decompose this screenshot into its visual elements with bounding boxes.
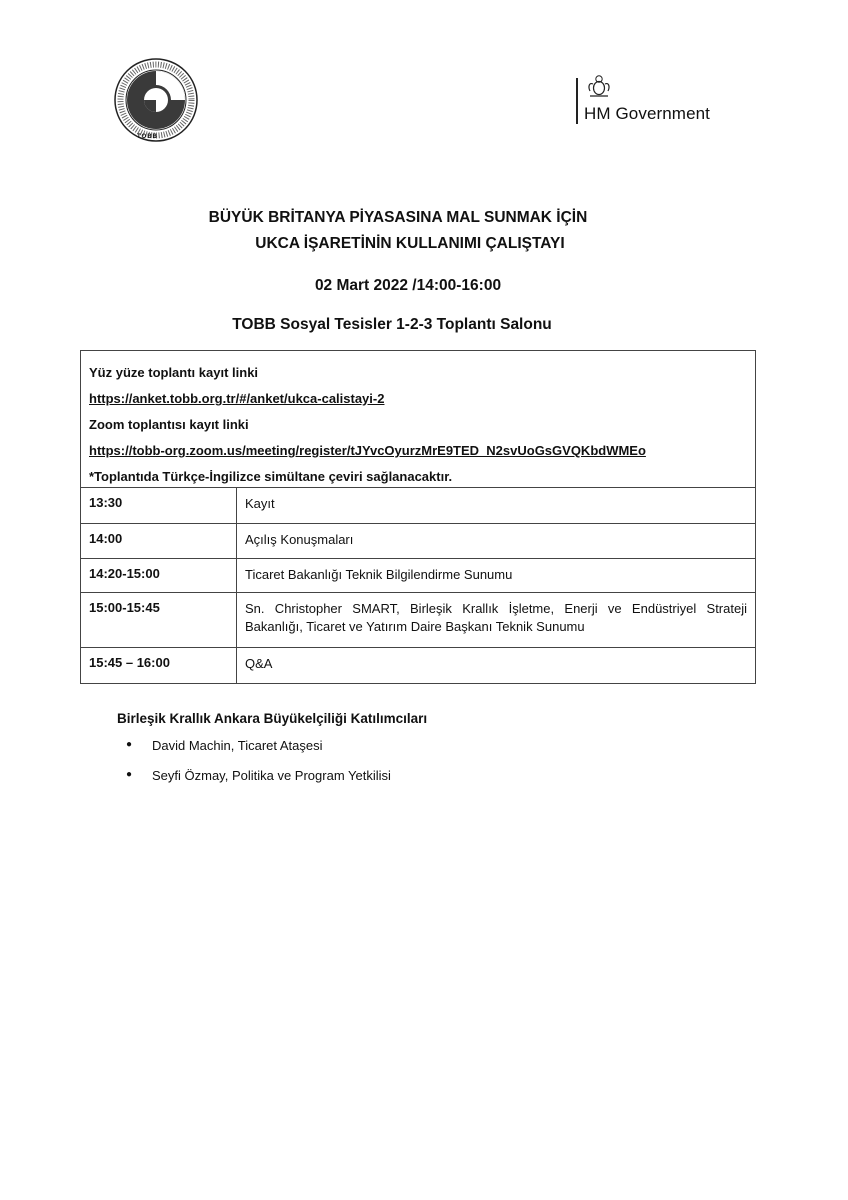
agenda-time: 15:45 – 16:00 — [81, 648, 237, 684]
agenda-item: Kayıt — [237, 488, 756, 524]
document-title-line-1: BÜYÜK BRİTANYA PİYASASINA MAL SUNMAK İÇİN — [208, 209, 588, 226]
participant-name: Seyfi Özmay, Politika ve Program Yetkilisi — [152, 768, 391, 783]
bullet-icon: ● — [126, 739, 133, 750]
in-person-registration-label: Yüz yüze toplantı kayıt linki — [89, 365, 259, 380]
agenda-item: Açılış Konuşmaları — [237, 524, 756, 559]
table-row — [81, 593, 756, 648]
zoom-registration-label: Zoom toplantısı kayıt linki — [89, 417, 249, 432]
embassy-participants-list — [126, 738, 391, 798]
registration-agenda-box — [80, 350, 756, 684]
embassy-participants-title: Birleşik Krallık Ankara Büyükelçiliği Katılımcıları — [117, 711, 428, 726]
table-row — [81, 648, 756, 684]
zoom-registration-link[interactable]: https://tobb-org.zoom.us/meeting/register/tJYvcOyurzMrE9TED_N2svUoGsGVQKbdWMEo — [89, 443, 646, 458]
tobb-logo-label: TOBB — [137, 134, 158, 140]
event-venue: TOBB Sosyal Tesisler 1-2-3 Toplantı Salonu — [232, 316, 552, 333]
agenda-table — [80, 487, 756, 684]
document-title-line-2: UKCA İŞARETİNİN KULLANIMI ÇALIŞTAYI — [255, 235, 565, 252]
tobb-emblem-icon — [113, 57, 199, 143]
list-item — [126, 738, 391, 768]
royal-crest-icon — [586, 74, 612, 98]
agenda-time: 15:00-15:45 — [81, 593, 237, 648]
table-row — [81, 524, 756, 559]
agenda-time: 14:00 — [81, 524, 237, 559]
event-date: 02 Mart 2022 /14:00-16:00 — [314, 277, 502, 294]
table-row — [81, 488, 756, 524]
agenda-item: Sn. Christopher SMART, Birleşik Krallık İşletme, Enerji ve Endüstriyel Strateji Bakanlığı, Ticaret ve Yatırım Daire Başkanı Teknik Sunumu — [237, 593, 756, 648]
table-row — [81, 559, 756, 593]
logo-divider — [576, 78, 578, 124]
agenda-time: 13:30 — [81, 488, 237, 524]
bullet-icon: ● — [126, 769, 133, 780]
in-person-registration-link[interactable]: https://anket.tobb.org.tr/#/anket/ukca-calistayi-2 — [89, 391, 385, 406]
participant-name: David Machin, Ticaret Ataşesi — [152, 738, 323, 753]
translation-note: *Toplantıda Türkçe-İngilizce simültane çeviri sağlanacaktır. — [89, 469, 453, 484]
agenda-time: 14:20-15:00 — [81, 559, 237, 593]
hm-government-text: HM Government — [584, 104, 711, 123]
agenda-item: Q&A — [237, 648, 756, 684]
list-item — [126, 768, 391, 798]
agenda-item: Ticaret Bakanlığı Teknik Bilgilendirme Sunumu — [237, 559, 756, 593]
